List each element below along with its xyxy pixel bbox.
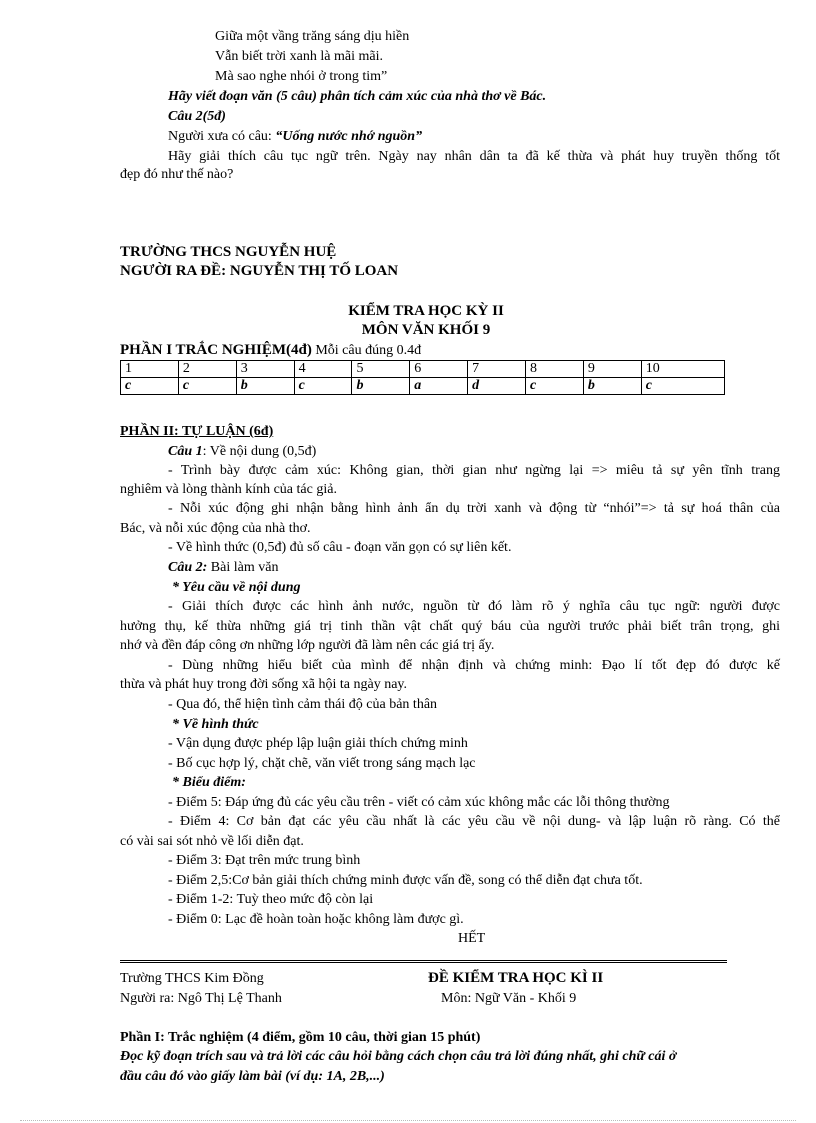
table-cell: c xyxy=(121,378,179,395)
proverb-line xyxy=(168,128,422,146)
table-cell: c xyxy=(178,378,236,395)
exam-subject-2: Môn: Ngữ Văn - Khối 9 xyxy=(441,991,577,1006)
question-2-heading: Câu 2(5đ) xyxy=(168,109,226,124)
table-cell: 6 xyxy=(410,361,468,378)
part-1-note: Mỗi câu đúng 0.4đ xyxy=(311,343,422,358)
body-line: có vài sai sót nhỏ về lối diễn đạt. xyxy=(120,834,304,849)
question-2-text: Bài làm văn xyxy=(207,560,279,575)
table-cell: c xyxy=(526,378,584,395)
table-cell: 9 xyxy=(583,361,641,378)
question-1-text: : Về nội dung (0,5đ) xyxy=(202,444,317,459)
body-line: - Điểm 1-2: Tuỳ theo mức độ còn lại xyxy=(168,892,374,907)
body-line: - Giải thích được các hình ảnh nước, nguồn từ đó làm rõ ý nghĩa câu tục ngữ: người được xyxy=(168,599,780,614)
exam-author: NGƯỜI RA ĐỀ: NGUYỄN THỊ TỐ LOAN xyxy=(120,263,399,279)
part-1-heading: PHẦN I TRẮC NGHIỆM(4đ) xyxy=(120,342,312,358)
question-2-line xyxy=(168,559,278,577)
table-cell: b xyxy=(236,378,294,395)
body-line: - Điểm 3: Đạt trên mức trung bình xyxy=(168,853,361,868)
proverb: “Uống nước nhớ nguồn” xyxy=(275,129,423,144)
poem-line: Vẫn biết trời xanh là mãi mãi. xyxy=(215,49,383,64)
table-cell: 4 xyxy=(294,361,352,378)
page-bottom-border xyxy=(20,1120,796,1121)
body-line: nghiêm và lòng thành kính của tác giả. xyxy=(120,482,337,497)
section-divider xyxy=(120,960,727,963)
table-cell: 1 xyxy=(121,361,179,378)
question-1-label: Câu 1 xyxy=(168,444,203,459)
table-row xyxy=(121,378,725,395)
question-line: đẹp đó như thế nào? xyxy=(120,167,234,182)
body-line: - Qua đó, thể hiện tình cảm thái độ của bản thân xyxy=(168,697,438,712)
table-cell: 5 xyxy=(352,361,410,378)
table-cell: c xyxy=(294,378,352,395)
body-line: - Điểm 5: Đáp ứng đủ các yêu cầu trên - viết có cảm xúc không mắc các lỗi thông thường xyxy=(168,795,670,810)
scoring-heading: * Biểu điểm: xyxy=(172,775,246,790)
body-line: - Trình bày được cảm xúc: Không gian, thời gian như ngừng lại => miêu tả sự yên tĩnh trang xyxy=(168,463,780,478)
exam-author-2: Người ra: Ngô Thị Lệ Thanh xyxy=(120,991,282,1006)
part-1-heading-2: Phần I: Trắc nghiệm (4 điểm, gồm 10 câu, thời gian 15 phút) xyxy=(120,1030,481,1045)
school-name-2: Trường THCS Kim Đồng xyxy=(120,971,264,986)
body-line: - Nỗi xúc động ghi nhận bằng hình ảnh ẩn dụ trời xanh và động từ “nhói”=> tả sự hoá thân của xyxy=(168,501,780,516)
body-line: - Dùng những hiểu biết của mình để nhận định và chứng minh: Đạo lí tốt đẹp đó được kế xyxy=(168,658,780,673)
body-line: hưởng thụ, kế thừa những giá trị tinh thần vật chất quý báu của người trước phải biết trân trọng, ghi xyxy=(120,619,780,634)
table-cell: 7 xyxy=(468,361,526,378)
body-line: nhớ và đền đáp công ơn những lớp người đã làm nên các giá trị ấy. xyxy=(120,638,495,653)
body-line: - Vận dụng được phép lập luận giải thích chứng minh xyxy=(168,736,468,751)
task-1: Hãy viết đoạn văn (5 câu) phân tích cảm xúc của nhà thơ về Bác. xyxy=(168,89,547,104)
body-line: Bác, và nỗi xúc động của nhà thơ. xyxy=(120,521,311,536)
body-line: - Bố cục hợp lý, chặt chẽ, văn viết trong sáng mạch lạc xyxy=(168,756,476,771)
poem-line: Giữa một vầng trăng sáng dịu hiền xyxy=(215,29,410,44)
body-line: - Điểm 2,5:Cơ bản giải thích chứng minh được vấn đề, song có thể diễn đạt chưa tốt. xyxy=(168,873,643,888)
table-cell: 2 xyxy=(178,361,236,378)
body-line: - Điểm 0: Lạc đề hoàn toàn hoặc không làm được gì. xyxy=(168,912,464,927)
body-line: - Điểm 4: Cơ bản đạt các yêu cầu nhất là các yêu cầu về nội dung- và lập luận rõ ràng. Có thể xyxy=(168,814,780,829)
answer-table xyxy=(120,360,725,395)
body-line: thừa và phát huy trong đời sống xã hội ta ngày nay. xyxy=(120,677,408,692)
table-cell: 8 xyxy=(526,361,584,378)
form-requirements-heading: * Về hình thức xyxy=(172,717,259,732)
question-line: Hãy giải thích câu tục ngữ trên. Ngày nay nhân dân ta đã kế thừa và phát huy truyền thống tốt xyxy=(168,149,780,164)
exam-title: KIỂM TRA HỌC KỲ II xyxy=(348,303,504,319)
table-cell: d xyxy=(468,378,526,395)
poem-line: Mà sao nghe nhói ở trong tim” xyxy=(215,69,388,84)
table-row xyxy=(121,361,725,378)
instructions-line: Đọc kỹ đoạn trích sau và trả lời các câu hỏi bằng cách chọn câu trả lời đúng nhất, ghi chữ cái ở xyxy=(120,1049,677,1064)
part-1-heading-line xyxy=(120,341,421,360)
question-2-label: Câu 2: xyxy=(168,560,208,575)
exam-title-2: ĐỀ KIỂM TRA HỌC KÌ II xyxy=(428,970,604,986)
table-cell: b xyxy=(583,378,641,395)
school-name: TRƯỜNG THCS NGUYỄN HUỆ xyxy=(120,244,337,260)
table-cell: a xyxy=(410,378,468,395)
question-1-line xyxy=(168,443,316,461)
end-mark: HẾT xyxy=(458,931,486,946)
body-line: - Về hình thức (0,5đ) đủ số câu - đoạn văn gọn có sự liên kết. xyxy=(168,540,512,555)
instructions-line: đầu câu đó vào giấy làm bài (ví dụ: 1A, 2B,...) xyxy=(120,1069,385,1084)
proverb-intro: Người xưa có câu: xyxy=(168,129,276,144)
exam-subject: MÔN VĂN KHỐI 9 xyxy=(361,322,491,338)
part-2-heading: PHẦN II: TỰ LUẬN (6đ) xyxy=(120,424,274,439)
table-cell: b xyxy=(352,378,410,395)
content-requirements-heading: * Yêu cầu về nội dung xyxy=(172,580,301,595)
table-cell: c xyxy=(641,378,724,395)
table-cell: 3 xyxy=(236,361,294,378)
table-cell: 10 xyxy=(641,361,724,378)
